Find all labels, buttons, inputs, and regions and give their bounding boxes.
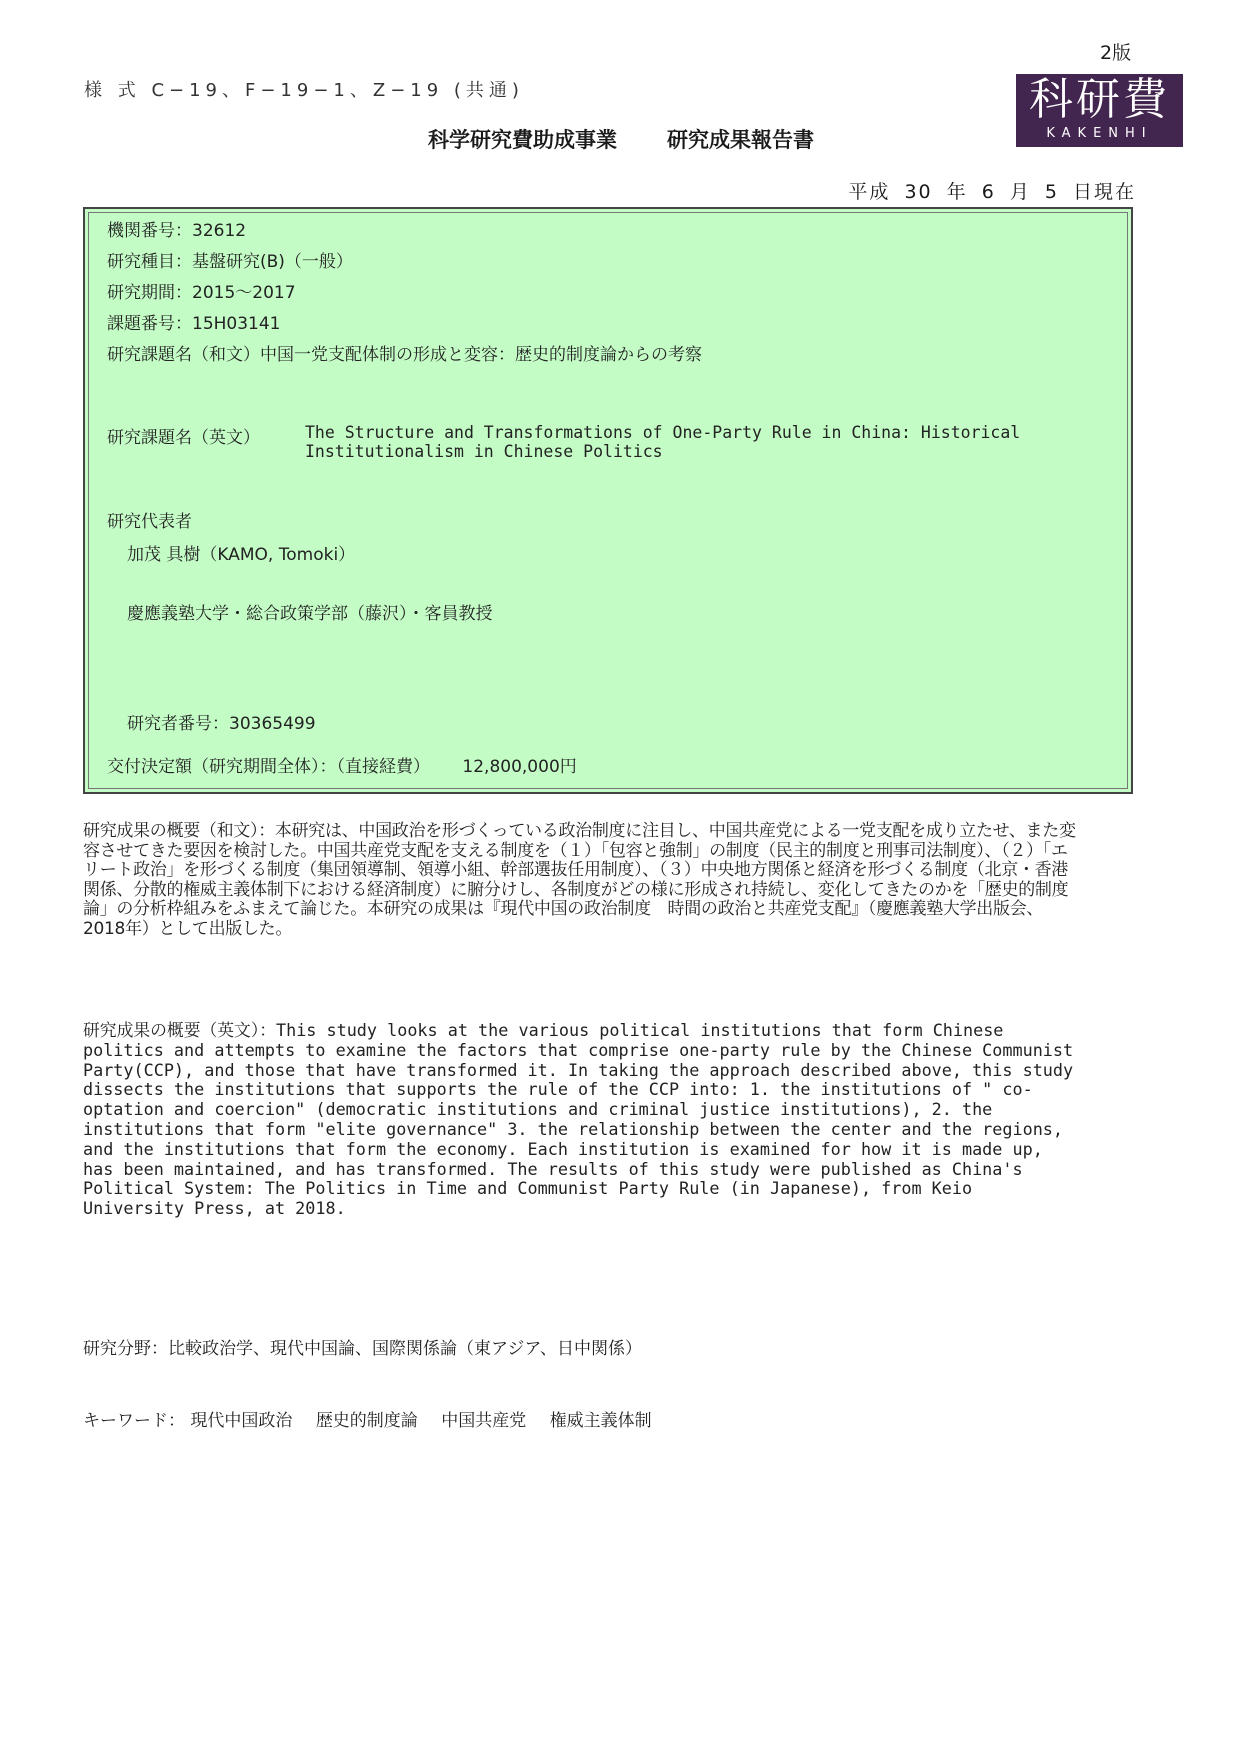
summary-en-block <box>83 1021 1083 1219</box>
logo-romaji: KAKENHI <box>1046 126 1153 141</box>
researcher-number: 研究者番号：30365499 <box>127 714 316 734</box>
title-en-line1: The Structure and Transformations of One-Party Rule in China: Historical <box>305 423 1021 442</box>
title-ja: 中国一党支配体制の形成と変容：歴史的制度論からの考察 <box>260 345 702 365</box>
title-en-row <box>107 423 1107 463</box>
keyword-item: 現代中国政治 <box>190 1411 293 1431</box>
keyword-item: 歴史的制度論 <box>315 1411 418 1431</box>
grant-amount: 交付決定額（研究期間全体）：（直接経費） 12,800,000円 <box>107 757 577 777</box>
keywords-label: キーワード： <box>83 1411 185 1431</box>
keyword-item: 権威主義体制 <box>549 1411 652 1431</box>
research-category: 研究種目：基盤研究(B)（一般） <box>107 252 353 272</box>
summary-en: This study looks at the various political institutions that form Chinese politics and attempts to examine the factors that comprise one-party rule by the Chinese Communist Party(CCP), and those that have transformed it. In taking the approach described above, this study dissects the institutions that supports the rule of the CCP into: 1. the institutions of " co-optation and coercion" (democratic institutions and criminal justice institutions), 2. the institutions that form "elite governance" 3. the relationship between the center and the regions, and the institutions that form the economy. Each institution is examined for how it is made up, has been maintained, and has transformed. The results of this study were published as China's Political System: The Politics in Time and Communist Party Rule (in Japanese), from Keio University Press, at 2018. <box>83 1020 1074 1219</box>
representative-affiliation: 慶應義塾大学・総合政策学部（藤沢）・客員教授 <box>127 604 493 624</box>
representative-name: 加茂 具樹（KAMO, Tomoki） <box>127 545 356 565</box>
research-period: 研究期間：2015〜2017 <box>107 283 296 303</box>
keyword-item: 中国共産党 <box>441 1411 527 1431</box>
summary-ja: 研究成果の概要（和文）：本研究は、中国政治を形づくっている政治制度に注目し、中国共産党による一党支配を成り立たせ、また変容させてきた要因を検討した。中国共産党支配を支える制度を（１）「包容と強制」の制度（民主的制度と刑事司法制度）、（２）「エリート政治」を形づくる制度（集団領導制、領導小組、幹部選抜任用制度）、（３）中央地方関係と経済を形づくる制度（北京・香港関係、分散的権威主義体制下における経済制度）に腑分けし、各制度がどの様に形成され持続し、変化してきたのかを「歴史的制度論」の分析枠組みをふまえて論じた。本研究の成果は『現代中国の政治制度 時間の政治と共産党支配』（慶應義塾大学出版会、2018年）として出版した。 <box>83 821 1076 939</box>
title-left: 科学研究費助成事業 <box>428 128 617 152</box>
title-ja-row <box>107 340 702 365</box>
project-info-box <box>83 207 1133 794</box>
title-en-line2: Institutionalism in Chinese Politics <box>305 442 663 461</box>
document-title <box>428 124 814 154</box>
version-label: 2版 <box>1100 42 1132 64</box>
keywords-row <box>83 1406 652 1431</box>
as-of-date: 平成 30 年 6 月 5 日現在 <box>848 181 1136 203</box>
form-code: 様 式 C−19、F−19−1、Z−19 (共通) <box>84 80 524 101</box>
representative-label: 研究代表者 <box>107 512 192 532</box>
title-right: 研究成果報告書 <box>667 128 814 152</box>
project-number: 課題番号：15H03141 <box>107 314 281 334</box>
title-en-label: 研究課題名（英文） <box>107 428 260 448</box>
title-ja-label: 研究課題名（和文） <box>107 345 260 365</box>
logo-kanji: 科研費 <box>1029 74 1170 125</box>
summary-en-label: 研究成果の概要（英文）： <box>83 1020 276 1040</box>
institution-number: 機関番号：32612 <box>107 221 247 241</box>
research-field: 研究分野：比較政治学、現代中国論、国際関係論（東アジア、日中関係） <box>83 1339 642 1359</box>
kakenhi-logo <box>1016 74 1183 147</box>
